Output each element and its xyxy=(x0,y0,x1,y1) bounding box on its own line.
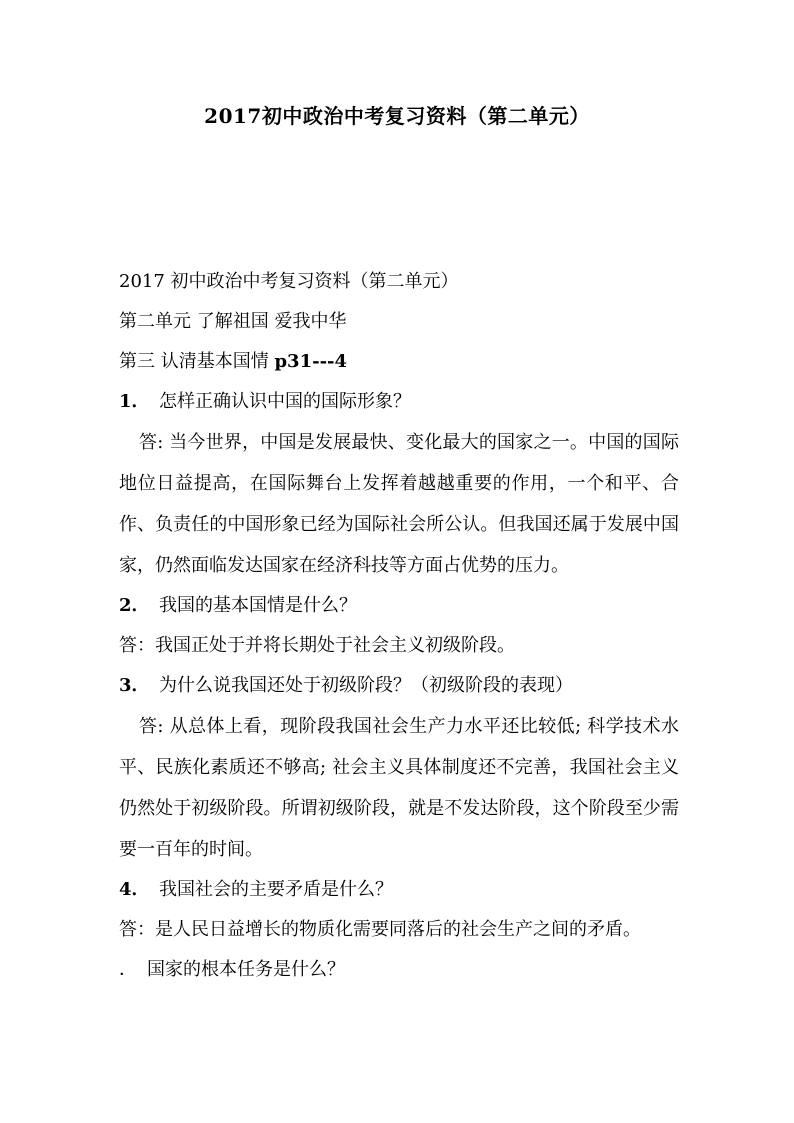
question-1 xyxy=(119,382,679,422)
answer-3: 答: 从总体上看，现阶段我国社会生产力水平还比较低; 科学技术水平、民族化素质还不够高; 社会主义具体制度还不完善，我国社会主义仍然处于初级阶段。所谓初级阶段，就是不发达阶段，这个阶段至少需要一百年的时间。 xyxy=(119,716,679,860)
section-heading-text: 第三 认清基本国情 xyxy=(119,351,269,372)
question-3 xyxy=(119,666,679,706)
section-heading xyxy=(119,342,679,382)
question-4 xyxy=(119,870,679,910)
section-page-ref: p31---4 xyxy=(274,351,348,372)
document-subtitle: 2017 初中政治中考复习资料（第二单元） xyxy=(119,271,459,292)
question-text: 我国社会的主要矛盾是什么？ xyxy=(159,879,393,900)
question-text: 我国的基本国情是什么？ xyxy=(159,595,357,616)
document-title: 2017初中政治中考复习资料（第二单元） xyxy=(204,104,590,128)
question-text: 怎样正确认识中国的国际形象？ xyxy=(159,391,411,412)
question-2 xyxy=(119,586,679,626)
question-text: 国家的根本任务是什么？ xyxy=(147,959,345,980)
question-number: ． xyxy=(119,959,137,980)
question-number: 2． xyxy=(119,595,150,616)
question-number: 4． xyxy=(119,879,150,900)
question-5 xyxy=(119,950,679,990)
question-number: 1． xyxy=(119,391,150,412)
document-body xyxy=(119,262,679,990)
question-number: 3． xyxy=(119,675,150,696)
answer-1: 答: 当今世界，中国是发展最快、变化最大的国家之一。中国的国际地位日益提高，在国际舞台上发挥着越越重要的作用，一个和平、合作、负责任的中国形象已经为国际社会所公认。但我国还属于发展中国家，仍然面临发达国家在经济科技等方面占优势的压力。 xyxy=(119,432,679,576)
answer-2: 答：我国正处于并将长期处于社会主义初级阶段。 xyxy=(119,635,515,656)
unit-heading: 第二单元 了解祖国 爱我中华 xyxy=(119,311,347,332)
question-text: 为什么说我国还处于初级阶段？（初级阶段的表现） xyxy=(159,675,573,696)
answer-4: 答：是人民日益增长的物质化需要同落后的社会生产之间的矛盾。 xyxy=(119,919,641,940)
